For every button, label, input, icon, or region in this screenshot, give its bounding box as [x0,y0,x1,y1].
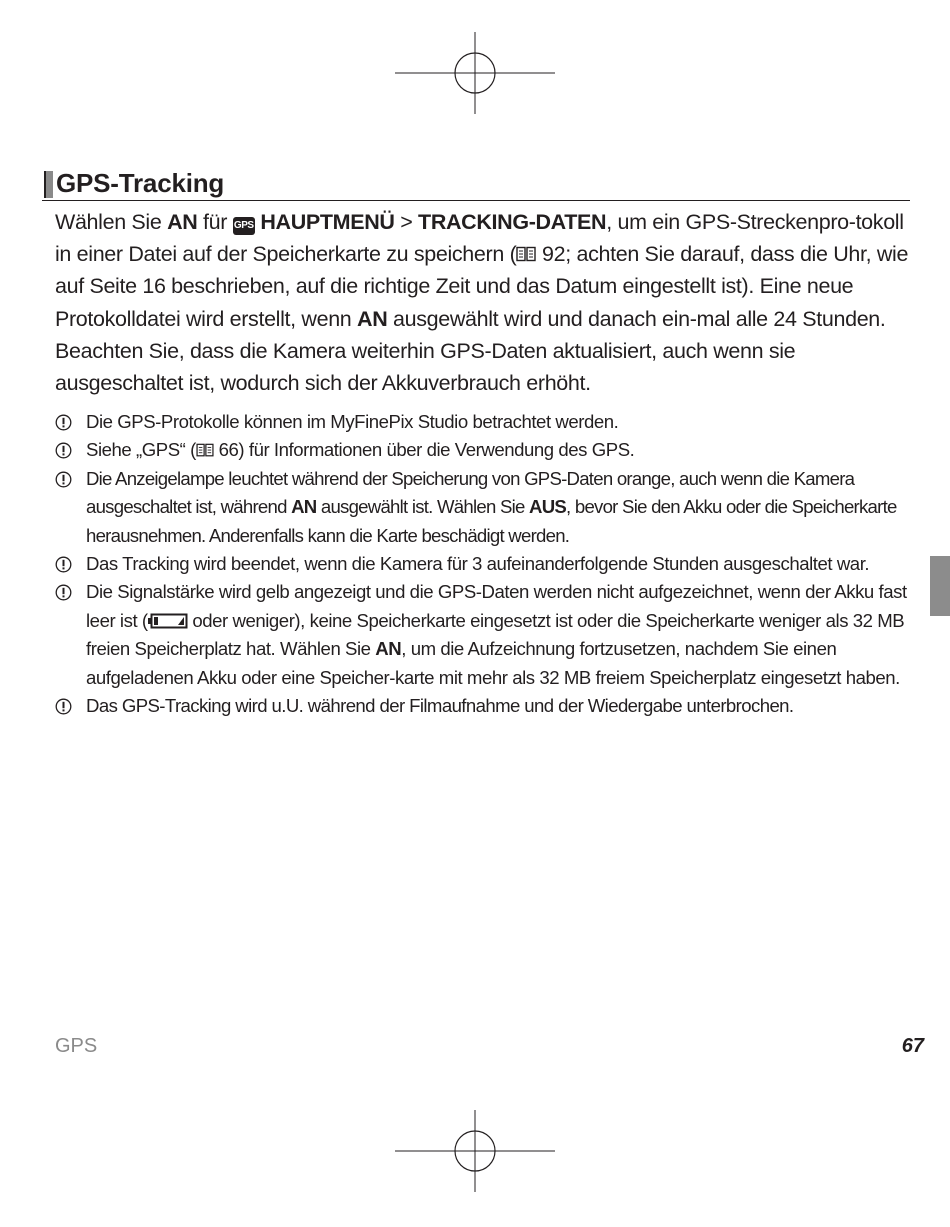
chapter-tab [930,556,950,616]
note-text: oder weniger), keine Speicherkarte eingesetzt ist oder die Speicherkarte weniger als 32 MB freien Speicherplatz hat. Wählen Sie [86,609,905,660]
intro-text: ausgewählt wird und danach ein-mal alle 24 Stunden. Beachten Sie, dass die Kamera weiterhin GPS-Daten aktualisiert, auch wenn sie ausgeschaltet ist, wodurch sich der Akkuverbrauch erhöht. [55,306,886,396]
note-text: , bevor Sie den Akku oder die Speicherkarte herausnehmen. Anderenfalls kann die Karte beschädigt werden. [86,496,897,546]
section-heading [42,168,910,201]
menu-name: HAUPTMENÜ [260,210,395,234]
option-an: AN [357,306,388,331]
caution-icon [55,556,72,573]
page-number: 67 [901,1035,924,1057]
option-an: AN [291,496,317,518]
note-item [55,436,915,464]
note-text: Die Signalstärke wird gelb angezeigt und die GPS-Daten werden nicht aufgezeichnet, wenn der Akku fast leer ist ( [86,581,907,631]
intro-paragraph [55,206,913,399]
page-reference: 92 [536,242,566,267]
caution-icon [55,414,72,431]
heading-marker [44,171,53,198]
section-title: GPS-Tracking [56,168,225,198]
intro-text: für [197,210,233,234]
caution-icon [55,584,72,601]
note-item [55,692,915,720]
intro-text: ; achten Sie darauf, dass die Uhr, wie auf Seite 16 beschrieben, auf die richtige Zeit und das Datum eingestellt ist). Eine neue Protokolldatei wird erstellt, wenn [55,242,909,331]
menu-item: TRACKING-DATEN [418,210,607,234]
note-item [55,408,915,436]
note-text: , um die Aufzeichnung fortzusetzen, nachdem Sie einen aufgeladenen Akku oder eine Speicher-karte mit mehr als 32 MB freiem Speicherplatz eingesetzt haben. [86,638,900,688]
option-an: AN [167,210,198,234]
option-an: AN [375,638,402,660]
intro-text: , um ein GPS-Streckenpro-tokoll in einer Datei auf der Speicherkarte zu speichern ( [55,210,904,267]
page-reference: 66 [213,439,239,461]
note-item [55,578,915,692]
caution-icon [55,471,72,488]
battery-low-icon [148,613,188,629]
note-text: Die Anzeigelampe leuchtet während der Speicherung von GPS-Daten orange, auch wenn die Kamera ausgeschaltet ist, während [86,467,855,518]
note-text: Die GPS-Protokolle können im MyFinePix Studio betrachtet werden. [86,411,619,432]
book-reference-icon [196,443,214,458]
caution-icon [55,442,72,459]
crop-mark-bottom [395,1110,555,1192]
note-text: Das GPS-Tracking wird u.U. während der Filmaufnahme und der Wiedergabe unterbrochen. [86,695,794,717]
note-text: ) für Informationen über die Verwendung des GPS. [238,439,635,461]
note-item [55,465,915,550]
note-text: Das Tracking wird beendet, wenn die Kamera für 3 aufeinanderfolgende Stunden ausgeschaltet war. [86,553,870,575]
book-reference-icon [516,246,536,263]
note-text: Siehe „GPS“ ( [86,439,196,461]
intro-text: Wählen Sie [55,210,168,234]
crop-mark-top [395,32,555,114]
note-item [55,550,915,578]
menu-separator: > [394,210,419,234]
footer-section-name: GPS [55,1035,98,1057]
caution-icon [55,698,72,715]
caution-notes [55,408,915,720]
option-aus: AUS [529,496,567,518]
note-text: ausgewählt ist. Wählen Sie [316,496,530,518]
gps-menu-icon: GPS [233,217,255,235]
